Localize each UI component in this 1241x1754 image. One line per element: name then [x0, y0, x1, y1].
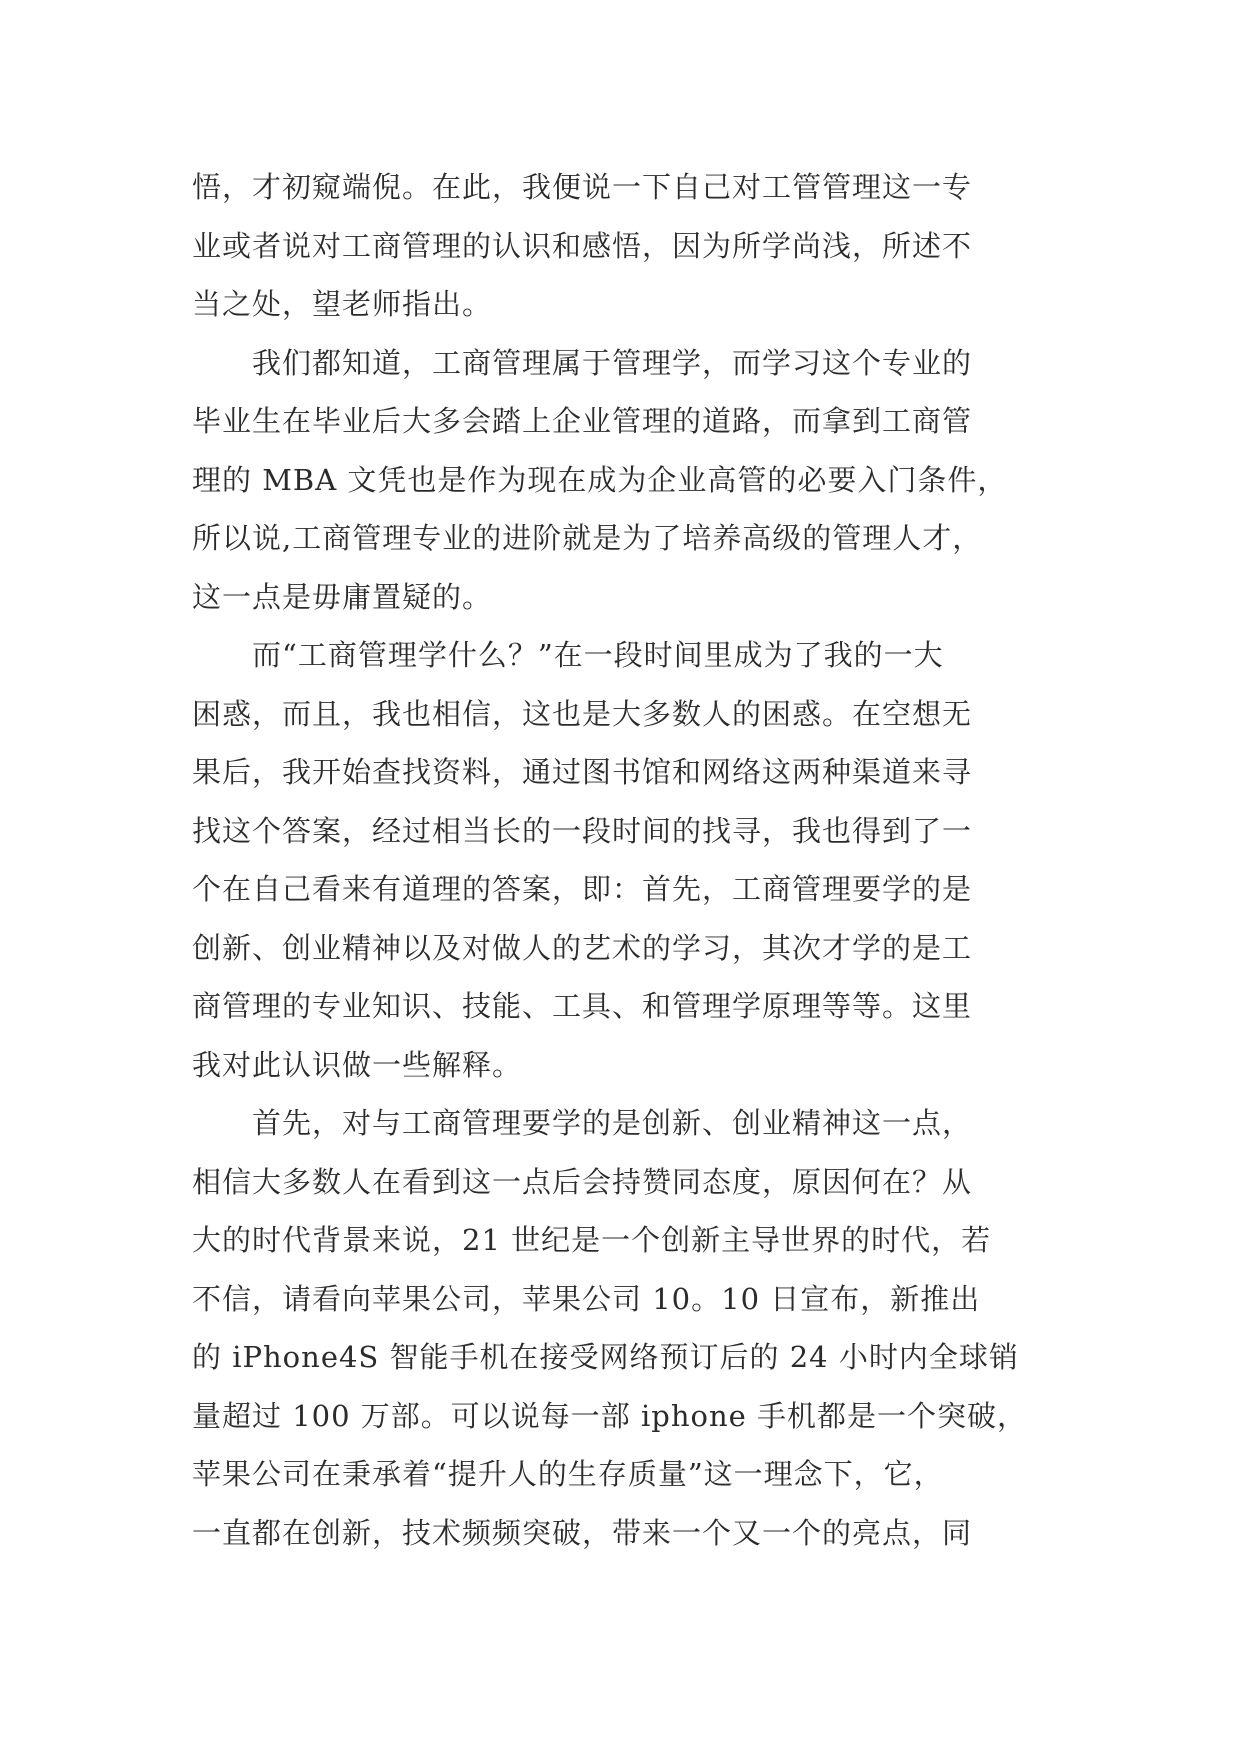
text-line: 苹果公司在秉承着“提升人的生存质量”这一理念下，它，	[192, 1457, 944, 1491]
text-line: 找这个答案，经过相当长的一段时间的找寻，我也得到了一	[192, 813, 973, 848]
text-line: 不信，请看向苹果公司，苹果公司 10。10 日宣布，新推出	[192, 1281, 981, 1316]
text-line: 量超过 100 万部。可以说每一部 iphone 手机都是一个突破，	[192, 1398, 1028, 1433]
text-line: 当之处，望老师指出。	[192, 287, 493, 321]
text-line: 的 iPhone4S 智能手机在接受网络预订后的 24 小时内全球销	[192, 1340, 1019, 1374]
text-line: 首先，对与工商管理要学的是创新、创业精神这一点，	[192, 1106, 973, 1140]
text-line: 商管理的专业知识、技能、工具、和管理学原理等等。这里	[192, 989, 973, 1023]
text-line: 大的时代背景来说，21 世纪是一个创新主导世界的时代，若	[192, 1223, 992, 1257]
text-line: 一直都在创新，技术频频突破，带来一个又一个的亮点，同	[192, 1515, 973, 1550]
text-line: 我对此认识做一些解释。	[192, 1047, 523, 1082]
text-line: 果后，我开始查找资料，通过图书馆和网络这两种渠道来寻	[192, 755, 973, 789]
body-text	[192, 158, 1052, 1562]
text-line: 创新、创业精神以及对做人的艺术的学习，其次才学的是工	[192, 930, 973, 965]
text-line: 相信大多数人在看到这一点后会持赞同态度，原因何在？从	[192, 1164, 973, 1199]
text-line: 业或者说对工商管理的认识和感悟，因为所学尚浅，所述不	[192, 228, 973, 263]
text-line: 困惑，而且，我也相信，这也是大多数人的困惑。在空想无	[192, 696, 973, 731]
text-line: 这一点是毋庸置疑的。	[192, 579, 493, 614]
text-line: 悟，才初窥端倪。在此，我便说一下自己对工管管理这一专	[192, 170, 973, 204]
text-line: 所以说,工商管理专业的进阶就是为了培养高级的管理人才，	[192, 521, 983, 555]
text-line: 我们都知道，工商管理属于管理学，而学习这个专业的	[192, 345, 973, 380]
text-line: 个在自己看来有道理的答案，即：首先，工商管理要学的是	[192, 872, 973, 906]
text-line: 毕业生在毕业后大多会踏上企业管理的道路，而拿到工商管	[192, 404, 973, 438]
text-line: 而“工商管理学什么？”在一段时间里成为了我的一大	[192, 638, 944, 672]
text-line: 理的 MBA 文凭也是作为现在成为企业高管的必要入门条件，	[192, 462, 1008, 497]
